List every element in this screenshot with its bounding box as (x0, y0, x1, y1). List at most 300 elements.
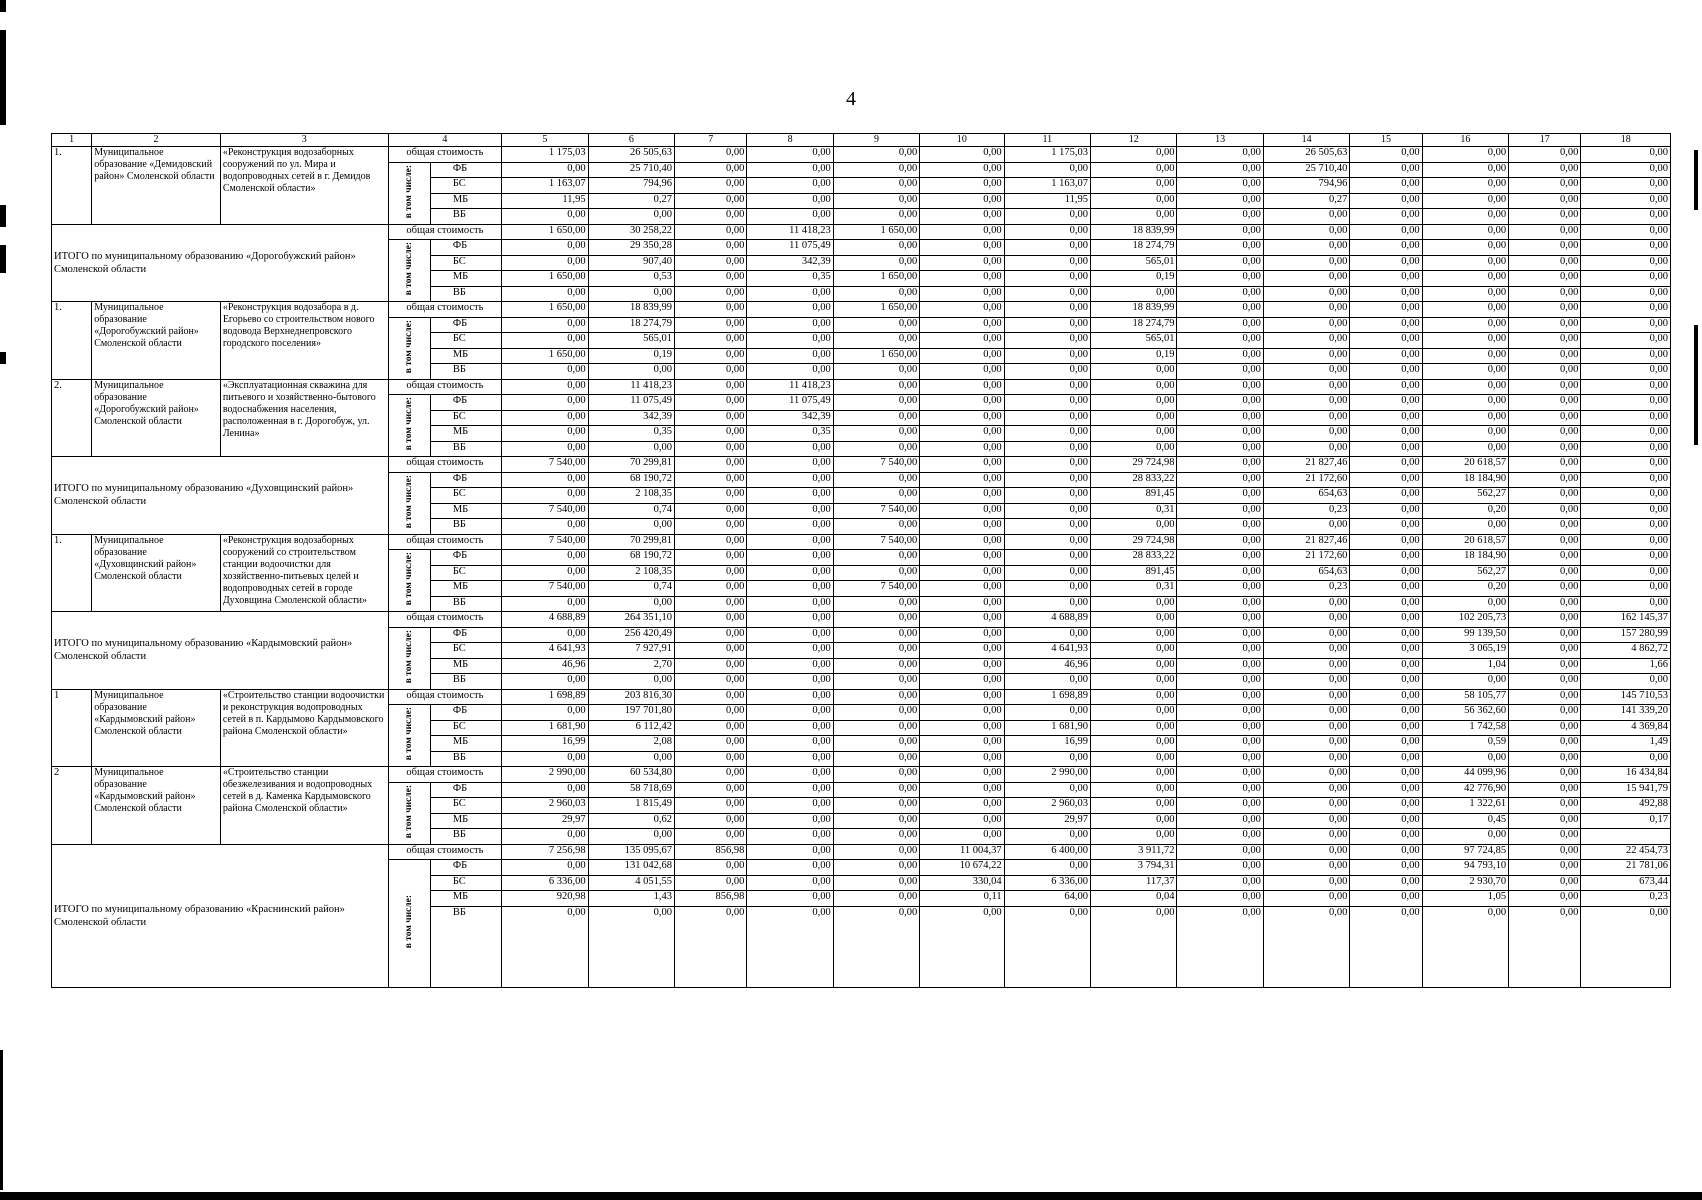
value-cell: 0,00 (1004, 534, 1090, 550)
value-cell: 0,00 (675, 271, 747, 287)
value-cell: 0,35 (588, 426, 674, 442)
value-cell: 0,00 (1350, 658, 1422, 674)
value-cell: 0,00 (1177, 379, 1263, 395)
value-cell: 0,00 (675, 705, 747, 721)
value-cell: 0,00 (502, 550, 588, 566)
value-cell: 0,00 (675, 317, 747, 333)
value-cell: 0,00 (675, 193, 747, 209)
value-cell: 0,00 (1263, 519, 1349, 535)
value-cell: 0,74 (588, 581, 674, 597)
value-cell: 0,00 (1350, 364, 1422, 380)
value-cell: 0,00 (1263, 674, 1349, 690)
value-cell: 0,00 (1263, 302, 1349, 318)
value-cell: 7 540,00 (833, 534, 919, 550)
row-number: 1 (52, 689, 92, 767)
value-cell: 0,00 (833, 875, 919, 891)
value-cell: 0,00 (1509, 317, 1581, 333)
value-cell: 0,00 (1263, 410, 1349, 426)
value-cell: 0,00 (1350, 767, 1422, 783)
value-cell: 0,00 (675, 178, 747, 194)
value-cell: 21 827,46 (1263, 457, 1349, 473)
value-cell: 0,00 (1509, 550, 1581, 566)
total-cost-label: общая стоимость (388, 534, 502, 550)
value-cell: 0,00 (1350, 193, 1422, 209)
value-cell: 0,00 (1091, 178, 1177, 194)
value-cell: 1 650,00 (502, 302, 588, 318)
value-cell: 0,00 (675, 472, 747, 488)
value-cell: 342,39 (747, 255, 833, 271)
value-cell: 0,00 (833, 782, 919, 798)
project-description: «Реконструкция водозабора в д. Егорьево со строительством нового водовода Верхнеднепровского городского поселения» (220, 302, 388, 380)
value-cell: 0,00 (747, 813, 833, 829)
incl-label (388, 705, 430, 767)
value-cell: 1 681,90 (1004, 720, 1090, 736)
value-cell: 0,00 (1350, 488, 1422, 504)
value-cell: 0,00 (675, 782, 747, 798)
value-cell: 0,20 (1422, 503, 1508, 519)
value-cell: 2,08 (588, 736, 674, 752)
value-cell: 0,00 (1091, 162, 1177, 178)
municipality-name: Муниципальное образование «Дорогобужский район» Смоленской области (92, 379, 221, 457)
value-cell: 0,00 (675, 240, 747, 256)
value-cell: 565,01 (1091, 333, 1177, 349)
block-total-row (52, 379, 1671, 395)
value-cell: 56 362,60 (1422, 705, 1508, 721)
column-number: 6 (588, 134, 674, 147)
value-cell: 0,00 (747, 333, 833, 349)
value-cell: 0,00 (1177, 751, 1263, 767)
value-cell: 0,00 (502, 286, 588, 302)
value-cell: 342,39 (588, 410, 674, 426)
value-cell: 0,00 (1177, 596, 1263, 612)
value-cell: 0,04 (1091, 891, 1177, 907)
source-code: МБ (430, 348, 501, 364)
value-cell: 0,00 (1091, 410, 1177, 426)
value-cell: 0,00 (1509, 240, 1581, 256)
value-cell: 0,00 (1177, 565, 1263, 581)
value-cell: 0,00 (1004, 379, 1090, 395)
value-cell: 1 815,49 (588, 798, 674, 814)
source-code: БС (430, 410, 501, 426)
value-cell: 0,45 (1422, 813, 1508, 829)
value-cell: 0,00 (920, 224, 1004, 240)
value-cell: 0,00 (1091, 395, 1177, 411)
value-cell: 0,00 (1091, 767, 1177, 783)
value-cell: 0,00 (1004, 503, 1090, 519)
value-cell: 0,00 (1509, 813, 1581, 829)
source-code: ВБ (430, 209, 501, 225)
value-cell: 0,00 (1004, 224, 1090, 240)
value-cell: 0,00 (1509, 519, 1581, 535)
value-cell: 0,00 (1350, 798, 1422, 814)
value-cell: 0,00 (833, 162, 919, 178)
value-cell: 1 163,07 (502, 178, 588, 194)
value-cell: 0,00 (1177, 364, 1263, 380)
block-total-row (52, 224, 1671, 240)
value-cell: 0,00 (1263, 441, 1349, 457)
incl-label-text: в том числе: (403, 164, 414, 219)
value-cell: 0,00 (920, 410, 1004, 426)
value-cell: 0,00 (1509, 782, 1581, 798)
value-cell: 21 781,06 (1581, 860, 1671, 876)
value-cell: 4 369,84 (1581, 720, 1671, 736)
value-cell: 0,00 (833, 751, 919, 767)
value-cell: 1,04 (1422, 658, 1508, 674)
value-cell: 0,00 (1509, 860, 1581, 876)
incl-label (388, 550, 430, 612)
value-cell: 0,00 (920, 627, 1004, 643)
value-cell: 0,00 (833, 550, 919, 566)
value-cell: 25 710,40 (1263, 162, 1349, 178)
value-cell: 162 145,37 (1581, 612, 1671, 628)
value-cell: 0,00 (675, 658, 747, 674)
value-cell: 7 256,98 (502, 844, 588, 860)
value-cell: 0,00 (1091, 751, 1177, 767)
value-cell: 0,00 (1509, 147, 1581, 163)
value-cell: 0,00 (1581, 503, 1671, 519)
value-cell: 0,00 (1350, 410, 1422, 426)
value-cell: 0,00 (1581, 906, 1671, 987)
value-cell: 0,00 (1422, 302, 1508, 318)
value-cell: 0,00 (1581, 209, 1671, 225)
value-cell: 0,00 (675, 674, 747, 690)
scan-left-mark (0, 352, 6, 364)
value-cell: 0,00 (675, 162, 747, 178)
value-cell: 0,00 (747, 519, 833, 535)
source-code: ФБ (430, 627, 501, 643)
value-cell: 0,00 (1581, 271, 1671, 287)
value-cell: 0,00 (833, 147, 919, 163)
value-cell: 11,95 (1004, 193, 1090, 209)
value-cell: 0,00 (747, 891, 833, 907)
source-code: ФБ (430, 395, 501, 411)
value-cell: 0,00 (502, 162, 588, 178)
row-number: 1. (52, 302, 92, 380)
value-cell: 0,00 (502, 395, 588, 411)
value-cell: 0,00 (502, 472, 588, 488)
value-cell: 22 454,73 (1581, 844, 1671, 860)
value-cell: 1,49 (1581, 736, 1671, 752)
value-cell: 0,00 (747, 565, 833, 581)
value-cell: 1 650,00 (502, 271, 588, 287)
value-cell: 0,00 (675, 255, 747, 271)
value-cell: 0,00 (920, 271, 1004, 287)
value-cell: 0,00 (1350, 720, 1422, 736)
source-code: ВБ (430, 674, 501, 690)
total-cost-label: общая стоимость (388, 224, 502, 240)
value-cell: 2 990,00 (502, 767, 588, 783)
value-cell: 0,00 (747, 627, 833, 643)
column-number: 10 (920, 134, 1004, 147)
value-cell: 0,00 (920, 457, 1004, 473)
value-cell: 0,00 (675, 689, 747, 705)
incl-label-text: в том числе: (403, 242, 414, 296)
value-cell: 0,00 (1177, 705, 1263, 721)
value-cell: 0,00 (747, 581, 833, 597)
value-cell: 21 172,60 (1263, 472, 1349, 488)
value-cell: 0,35 (747, 271, 833, 287)
column-number: 2 (92, 134, 221, 147)
value-cell: 0,00 (1509, 162, 1581, 178)
value-cell: 7 540,00 (502, 503, 588, 519)
value-cell: 0,00 (1177, 147, 1263, 163)
value-cell: 58 718,69 (588, 782, 674, 798)
value-cell: 0,00 (675, 534, 747, 550)
value-cell: 46,96 (1004, 658, 1090, 674)
value-cell: 0,00 (1091, 379, 1177, 395)
value-cell: 0,00 (1581, 193, 1671, 209)
block-total-row (52, 689, 1671, 705)
value-cell: 0,00 (1509, 379, 1581, 395)
municipality-name: Муниципальное образование «Демидовский район» Смоленской области (92, 147, 221, 225)
value-cell: 0,00 (747, 906, 833, 987)
source-code: ВБ (430, 441, 501, 457)
value-cell: 0,00 (1350, 782, 1422, 798)
value-cell: 0,35 (747, 426, 833, 442)
value-cell: 0,00 (1422, 317, 1508, 333)
source-code: БС (430, 720, 501, 736)
value-cell: 0,00 (1091, 426, 1177, 442)
value-cell: 0,00 (833, 441, 919, 457)
value-cell: 21 827,46 (1263, 534, 1349, 550)
value-cell: 0,00 (1581, 534, 1671, 550)
value-cell: 44 099,96 (1422, 767, 1508, 783)
value-cell: 0,00 (1350, 906, 1422, 987)
scan-right-mark (1694, 150, 1698, 210)
value-cell: 0,00 (1422, 271, 1508, 287)
source-code: ФБ (430, 550, 501, 566)
value-cell: 0,00 (1422, 364, 1508, 380)
value-cell: 0,00 (1509, 286, 1581, 302)
value-cell: 0,23 (1263, 503, 1349, 519)
value-cell: 0,00 (747, 612, 833, 628)
value-cell: 7 927,91 (588, 643, 674, 659)
value-cell: 0,00 (1004, 255, 1090, 271)
value-cell: 0,00 (675, 813, 747, 829)
value-cell: 0,27 (1263, 193, 1349, 209)
column-number: 8 (747, 134, 833, 147)
value-cell: 0,00 (1350, 271, 1422, 287)
value-cell: 0,00 (747, 643, 833, 659)
value-cell: 0,11 (920, 891, 1004, 907)
source-code: МБ (430, 271, 501, 287)
value-cell: 0,00 (1004, 426, 1090, 442)
value-cell: 0,00 (675, 751, 747, 767)
value-cell: 0,00 (747, 534, 833, 550)
block-total-row (52, 534, 1671, 550)
value-cell: 0,00 (1177, 333, 1263, 349)
value-cell: 0,00 (1350, 612, 1422, 628)
value-cell: 0,00 (1350, 627, 1422, 643)
value-cell: 0,00 (920, 209, 1004, 225)
value-cell: 0,00 (1509, 891, 1581, 907)
funding-table (51, 133, 1671, 988)
value-cell: 11 418,23 (747, 224, 833, 240)
incl-label-text: в том числе: (403, 895, 414, 949)
value-cell: 0,00 (1177, 209, 1263, 225)
value-cell: 0,62 (588, 813, 674, 829)
source-code: МБ (430, 581, 501, 597)
value-cell: 0,00 (833, 720, 919, 736)
value-cell: 0,00 (1263, 348, 1349, 364)
row-number: 2 (52, 767, 92, 845)
value-cell: 1,43 (588, 891, 674, 907)
value-cell: 2 930,70 (1422, 875, 1508, 891)
value-cell: 0,00 (747, 503, 833, 519)
page-number: 4 (846, 88, 856, 110)
value-cell: 0,00 (1263, 317, 1349, 333)
column-number: 17 (1509, 134, 1581, 147)
value-cell: 0,00 (833, 193, 919, 209)
value-cell: 0,00 (833, 472, 919, 488)
value-cell: 0,00 (1350, 736, 1422, 752)
value-cell: 18 274,79 (588, 317, 674, 333)
value-cell: 0,00 (1177, 410, 1263, 426)
value-cell: 0,00 (1509, 689, 1581, 705)
value-cell: 0,00 (833, 767, 919, 783)
source-code: ФБ (430, 317, 501, 333)
value-cell: 0,00 (833, 891, 919, 907)
value-cell: 0,00 (1350, 705, 1422, 721)
value-cell: 0,00 (1350, 550, 1422, 566)
value-cell: 856,98 (675, 844, 747, 860)
value-cell: 0,19 (1091, 271, 1177, 287)
value-cell: 0,00 (1177, 271, 1263, 287)
value-cell: 0,00 (1004, 271, 1090, 287)
value-cell: 0,00 (1350, 178, 1422, 194)
value-cell: 891,45 (1091, 488, 1177, 504)
value-cell: 1 698,89 (502, 689, 588, 705)
value-cell: 0,00 (1350, 348, 1422, 364)
value-cell: 0,00 (747, 193, 833, 209)
value-cell: 0,00 (1004, 209, 1090, 225)
value-cell: 0,00 (747, 457, 833, 473)
value-cell: 794,96 (588, 178, 674, 194)
value-cell: 0,00 (1004, 581, 1090, 597)
total-cost-label: общая стоимость (388, 844, 502, 860)
value-cell: 0,00 (1350, 596, 1422, 612)
value-cell: 197 701,80 (588, 705, 674, 721)
value-cell: 0,00 (502, 364, 588, 380)
value-cell: 0,00 (747, 209, 833, 225)
value-cell: 0,00 (675, 348, 747, 364)
value-cell: 0,00 (920, 550, 1004, 566)
value-cell: 4 862,72 (1581, 643, 1671, 659)
value-cell: 0,00 (1509, 581, 1581, 597)
value-cell: 0,00 (1509, 193, 1581, 209)
value-cell: 18 839,99 (1091, 302, 1177, 318)
value-cell: 920,98 (502, 891, 588, 907)
value-cell: 0,00 (1581, 519, 1671, 535)
incl-label-text: в том числе: (403, 474, 414, 529)
value-cell: 0,00 (1177, 224, 1263, 240)
value-cell: 0,00 (1091, 705, 1177, 721)
value-cell: 0,00 (1263, 705, 1349, 721)
incl-label (388, 472, 430, 534)
value-cell: 15 941,79 (1581, 782, 1671, 798)
municipality-name: Муниципальное образование «Духовщинский район» Смоленской области (92, 534, 221, 612)
value-cell: 0,00 (502, 333, 588, 349)
value-cell: 141 339,20 (1581, 705, 1671, 721)
incl-label-text: в том числе: (403, 629, 414, 684)
value-cell: 0,00 (1422, 906, 1508, 987)
value-cell: 0,00 (1509, 658, 1581, 674)
value-cell: 0,00 (1509, 875, 1581, 891)
value-cell: 0,00 (1177, 317, 1263, 333)
value-cell: 0,00 (920, 689, 1004, 705)
value-cell: 0,00 (1350, 581, 1422, 597)
value-cell: 654,63 (1263, 488, 1349, 504)
value-cell: 0,00 (1263, 829, 1349, 845)
value-cell: 3 794,31 (1091, 860, 1177, 876)
value-cell: 18 274,79 (1091, 317, 1177, 333)
value-cell: 0,00 (675, 488, 747, 504)
value-cell: 0,00 (675, 519, 747, 535)
source-code: ФБ (430, 860, 501, 876)
value-cell: 0,00 (1422, 829, 1508, 845)
value-cell: 0,00 (1004, 364, 1090, 380)
value-cell: 907,40 (588, 255, 674, 271)
value-cell: 0,00 (1177, 813, 1263, 829)
value-cell: 0,00 (1004, 829, 1090, 845)
value-cell: 0,00 (502, 782, 588, 798)
value-cell: 0,00 (675, 209, 747, 225)
value-cell: 0,00 (1177, 519, 1263, 535)
source-code: БС (430, 565, 501, 581)
value-cell: 0,00 (920, 705, 1004, 721)
value-cell: 0,00 (833, 736, 919, 752)
value-cell: 0,00 (588, 441, 674, 457)
source-code: ВБ (430, 751, 501, 767)
value-cell: 0,00 (1263, 209, 1349, 225)
value-cell: 0,00 (1350, 813, 1422, 829)
value-cell: 1 698,89 (1004, 689, 1090, 705)
value-cell: 0,00 (1004, 782, 1090, 798)
value-cell: 4 641,93 (502, 643, 588, 659)
value-cell: 264 351,10 (588, 612, 674, 628)
value-cell: 0,00 (1004, 565, 1090, 581)
value-cell: 0,00 (588, 519, 674, 535)
value-cell: 0,53 (588, 271, 674, 287)
value-cell: 0,00 (1581, 162, 1671, 178)
value-cell: 0,00 (675, 147, 747, 163)
value-cell: 11,95 (502, 193, 588, 209)
value-cell: 18 839,99 (1091, 224, 1177, 240)
value-cell: 0,00 (1350, 519, 1422, 535)
value-cell: 0,00 (1091, 643, 1177, 659)
scan-left-mark (0, 0, 6, 12)
value-cell: 0,00 (1581, 395, 1671, 411)
value-cell: 0,00 (1422, 674, 1508, 690)
project-description: «Эксплуатационная скважина для питьевого и хозяйственно-бытового водоснабжения населения, расположенная в г. Дорогобуж, ул. Ленина» (220, 379, 388, 457)
value-cell: 0,19 (1091, 348, 1177, 364)
value-cell: 0,00 (675, 860, 747, 876)
value-cell: 0,00 (1091, 798, 1177, 814)
value-cell: 1 175,03 (502, 147, 588, 163)
value-cell: 0,00 (1004, 751, 1090, 767)
value-cell: 0,00 (1509, 705, 1581, 721)
value-cell: 117,37 (1091, 875, 1177, 891)
source-code: ВБ (430, 829, 501, 845)
value-cell: 0,00 (1581, 147, 1671, 163)
value-cell: 0,00 (1177, 906, 1263, 987)
value-cell: 0,00 (588, 674, 674, 690)
total-cost-label: общая стоимость (388, 767, 502, 783)
value-cell: 0,00 (675, 410, 747, 426)
source-code: ФБ (430, 162, 501, 178)
value-cell: 0,00 (1004, 457, 1090, 473)
value-cell: 0,00 (1177, 162, 1263, 178)
